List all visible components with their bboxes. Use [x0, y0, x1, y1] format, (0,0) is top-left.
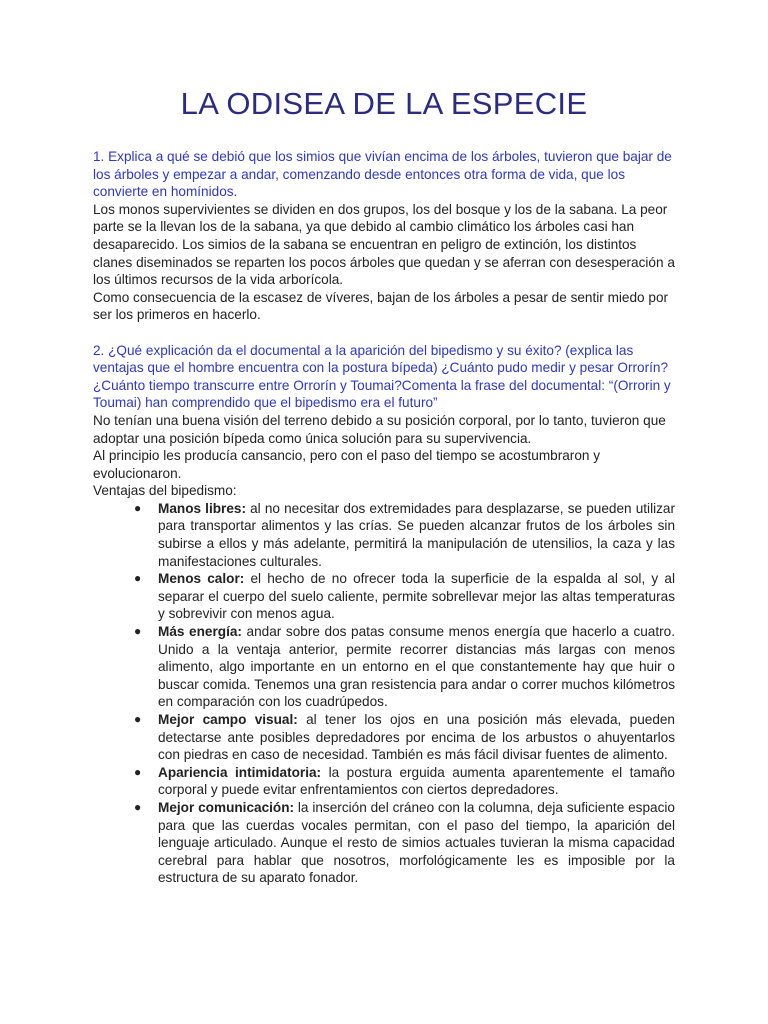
advantage-text: la postura erguida aumenta aparentemente el tamaño corporal y puede evitar enfrentamientos con ciertos depredadores.	[158, 764, 675, 798]
list-item	[93, 799, 675, 887]
advantage-term: Manos libres:	[158, 500, 246, 516]
bullet-icon: ●	[134, 500, 142, 515]
answer-2-paragraph-1: No tenían una buena visión del terreno debido a su posición corporal, por lo tanto, tuvieron que adoptar una posición bípeda como única solución para su supervivencia.	[93, 412, 666, 446]
advantage-text: el hecho de no ofrecer toda la superficie de la espalda al sol, y al separar el cuerpo del suelo caliente, permite sobrellevar mejor las altas temperaturas y sobrevivir con menos agua.	[158, 571, 675, 622]
advantage-text: al tener los ojos en una posición más elevada, pueden detectarse ante posibles depredadores por encima de los arbustos o ahuyentarlos con piedras en caso de necesidad. También es más fácil divisar fuentes de alimento.	[158, 712, 675, 763]
answer-2-paragraph-2: Al principio les producía cansancio, pero con el paso del tiempo se acostumbraron y evolucionaron.	[93, 448, 601, 481]
advantage-text: al no necesitar dos extremidades para desplazarse, se pueden utilizar para transportar alimentos y las crías. Se pueden alcanzar frutos de los árboles sin subirse a ellos y más adelante, permitirá la manipulación de utensilios, la caza y las manifestaciones culturales.	[158, 500, 675, 569]
advantage-text: andar sobre dos patas consume menos energía que hacerlo a cuatro. Unido a la ventaja anterior, permite recorrer distancias más largas con menos alimento, algo importante en un entorno en el que constantemente hay que huir o buscar comida. Tenemos una gran resistencia para andar o correr muchos kilómetros en comparación con los cuadrúpedos.	[158, 624, 675, 710]
advantage-term: Apariencia intimidatoria:	[158, 764, 322, 780]
answer-1-paragraph-1: Los monos supervivientes se dividen en dos grupos, los del bosque y los de la sabana. La peor parte se la llevan los de la sabana, ya que debido al cambio climático los árboles casi han desaparecido. Los simios de la sabana se encuentran en peligro de extinción, los distintos clanes diseminados se reparten los pocos árboles que quedan y se aferran con desesperación a los últimos recursos de la vida arborícola.	[93, 201, 675, 288]
advantages-list	[93, 500, 675, 887]
page-title: LA ODISEA DE LA ESPECIE	[180, 86, 588, 121]
advantage-term: Más energía:	[158, 624, 242, 640]
bullet-icon: ●	[134, 764, 142, 779]
list-item	[93, 570, 675, 623]
list-item	[93, 711, 675, 764]
question-1: 1. Explica a qué se debió que los simios que vivían encima de los árboles, tuvieron que bajar de los árboles y empezar a andar, comenzando desde entonces otra forma de vida, que los convierte en homínidos.	[93, 149, 672, 200]
bullet-icon: ●	[134, 799, 142, 814]
list-item	[93, 623, 675, 711]
bullet-icon: ●	[134, 624, 142, 639]
bullet-icon: ●	[134, 712, 142, 726]
question-2: 2. ¿Qué explicación da el documental a la aparición del bipedismo y su éxito? (explica las ventajas que el hombre encuentra con la postura bípeda) ¿Cuánto pudo medir y pesar Orrorín? ¿Cuánto tiempo transcurre entre Orrorín y Toumai?Comenta la frase del documental: “(Orrorin y Toumai) han comprendido que el bipedismo era el futuro”	[93, 342, 671, 411]
list-item	[93, 764, 675, 799]
advantage-term: Mejor campo visual:	[158, 712, 298, 727]
advantage-term: Menos calor:	[158, 571, 245, 587]
list-item	[93, 500, 675, 570]
advantage-text: la inserción del cráneo con la columna, deja suficiente espacio para que las cuerdas vocales permitan, con el paso del tiempo, la aparición del lenguaje articulado. Aunque el resto de simios actuales tuvieran la misma capacidad cerebral para hablar que nosotros, morfológicamente les es imposible por la estructura de su aparato fonador.	[158, 799, 675, 886]
bullet-icon: ●	[134, 571, 142, 586]
spacer	[93, 324, 675, 342]
advantage-term: Mejor comunicación:	[158, 799, 295, 815]
answer-1-paragraph-2: Como consecuencia de la escasez de víveres, bajan de los árboles a pesar de sentir miedo por ser los primeros en hacerlo.	[93, 289, 669, 323]
advantages-label: Ventajas del bipedismo:	[93, 483, 237, 499]
